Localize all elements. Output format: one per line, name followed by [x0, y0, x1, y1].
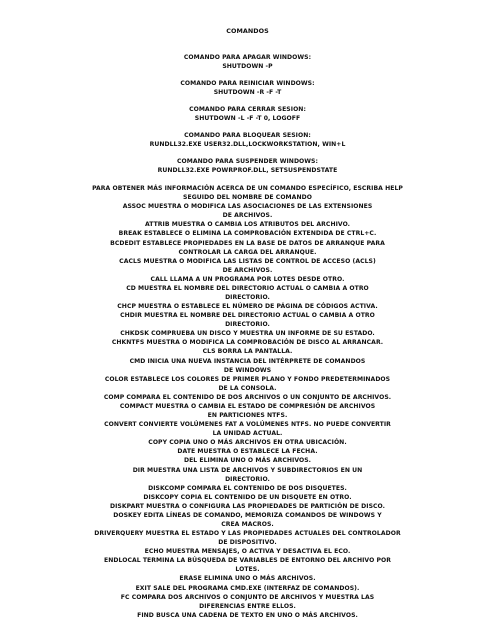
command-list-line: CHCP MUESTRA O ESTABLECE EL NÚMERO DE PÁGINA DE CÓDIGOS ACTIVA. — [117, 303, 378, 310]
command-list-line: COMP COMPARA EL CONTENIDO DE DOS ARCHIVOS O UN CONJUNTO DE ARCHIVOS. — [103, 393, 392, 401]
command-list-line: CONVERT CONVIERTE VOLÚMENES FAT A VOLÚMENES NTFS. NO PUEDE CONVERTIR — [104, 421, 391, 429]
command-list-line: DOSKEY EDITA LÍNEAS DE COMANDO, MEMORIZA COMANDOS DE WINDOWS Y — [113, 511, 382, 519]
command-list-line: DISKCOPY COPIA EL CONTENIDO DE UN DISQUETE EN OTRO. — [143, 493, 352, 501]
command-list-line: COMPACT MUESTRA O CAMBIA EL ESTADO DE COMPRESIÓN DE ARCHIVOS — [119, 402, 376, 410]
command-list-line: DE LA CONSOLA. — [218, 384, 277, 392]
command-list-line: PARA OBTENER MÁS INFORMACIÓN ACERCA DE UN COMANDO ESPECÍFICO, ESCRIBA HELP — [92, 185, 403, 192]
command-list-line: BREAK ESTABLECE O ELIMINA LA COMPROBACIÓN EXTENDIDA DE CTRL+C. — [118, 230, 377, 238]
command-list-line: DIRECTORIO. — [225, 321, 270, 329]
command-list-line: DE WINDOWS — [223, 366, 272, 374]
document-title: COMANDOS — [226, 27, 269, 35]
command-list-line: CLS BORRA LA PANTALLA. — [202, 348, 293, 356]
command-list-line: DIR MUESTRA UNA LISTA DE ARCHIVOS Y SUBDIRECTORIOS EN UN — [132, 466, 363, 474]
command-list-line: CREA MACROS. — [221, 521, 274, 528]
command-list-line: CMD INICIA UNA NUEVA INSTANCIA DEL INTÉRPRETE DE COMANDOS — [129, 357, 366, 365]
shutdown-heading: COMANDO PARA APAGAR WINDOWS: — [183, 54, 312, 61]
command-list-line: CD MUESTRA EL NOMBRE DEL DIRECTORIO ACTUAL O CAMBIA A OTRO — [126, 284, 369, 292]
command-list-line: DATE MUESTRA O ESTABLECE LA FECHA. — [177, 448, 318, 456]
command-list-line: SEGUIDO DEL NOMBRE DE COMANDO — [183, 194, 312, 202]
restart-command: SHUTDOWN -R -F -T — [213, 89, 282, 96]
command-list-line: EN PARTICIONES NTFS. — [207, 412, 288, 419]
shutdown-command: SHUTDOWN -P — [222, 63, 273, 70]
command-list-line: DIFERENCIAS ENTRE ELLOS. — [199, 602, 296, 610]
command-list-line: DISKCOMP COMPARA EL CONTENIDO DE DOS DISQUETES. — [148, 484, 347, 492]
command-list-line: CACLS MUESTRA O MODIFICA LAS LISTAS DE CONTROL DE ACCESO (ACLS) — [119, 257, 376, 265]
command-list-line: CHDIR MUESTRA EL NOMBRE DEL DIRECTORIO ACTUAL O CAMBIA A OTRO — [120, 312, 375, 320]
command-list-line: ECHO MUESTRA MENSAJES, O ACTIVA Y DESACTIVA EL ECO. — [144, 548, 351, 556]
command-list-line: COPY COPIA UNO O MÁS ARCHIVOS EN OTRA UBICACIÓN. — [148, 439, 347, 447]
command-list-line: ATTRIB MUESTRA O CAMBIA LOS ATRIBUTOS DEL ARCHIVO. — [144, 221, 351, 229]
lock-command: RUNDLL32.EXE USER32.DLL,LOCKWORKSTATION, WIN+L — [149, 141, 346, 148]
command-list-line: LOTES. — [235, 566, 260, 574]
command-list-line: BCDEDIT ESTABLECE PROPIEDADES EN LA BASE DE DATOS DE ARRANQUE PARA — [110, 239, 385, 247]
command-list-line: FC COMPARA DOS ARCHIVOS O CONJUNTO DE ARCHIVOS Y MUESTRA LAS — [120, 593, 375, 601]
suspend-command: RUNDLL32.EXE POWRPROF.DLL, SETSUSPENDSTATE — [157, 167, 338, 174]
command-list-line: CONTROLAR LA CARGA DEL ARRANQUE. — [178, 248, 317, 256]
command-list-line: DIRECTORIO. — [225, 475, 270, 483]
command-list-line: DIRECTORIO. — [225, 294, 270, 301]
command-list-line: DE ARCHIVOS. — [222, 212, 273, 220]
command-list-line: ASSOC MUESTRA O MODIFICA LAS ASOCIACIONES DE LAS EXTENSIONES — [122, 203, 373, 211]
command-list-line: CHKDSK COMPRUEBA UN DISCO Y MUESTRA UN INFORME DE SU ESTADO. — [120, 330, 375, 338]
restart-heading: COMANDO PARA REINICIAR WINDOWS: — [180, 80, 315, 87]
command-list-line: DE DISPOSITIVO. — [218, 539, 277, 547]
logoff-heading: COMANDO PARA CERRAR SESION: — [189, 106, 306, 113]
command-list-line: DEL ELIMINA UNO O MÁS ARCHIVOS. — [183, 457, 312, 465]
command-list-line: EXIT SALE DEL PROGRAMA CMD.EXE (INTERFAZ DE COMANDOS). — [135, 584, 360, 592]
suspend-heading: COMANDO PARA SUSPENDER WINDOWS: — [177, 158, 318, 165]
command-list-line: CHKNTFS MUESTRA O MODIFICA LA COMPROBACIÓN DE DISCO AL ARRANCAR. — [111, 339, 384, 347]
command-list-line: CALL LLAMA A UN PROGRAMA POR LOTES DESDE OTRO. — [150, 275, 345, 283]
command-list-line: ERASE ELIMINA UNO O MÁS ARCHIVOS. — [179, 575, 316, 583]
logoff-command: SHUTDOWN -L -F -T 0, LOGOFF — [194, 115, 301, 122]
command-list-line: DRIVERQUERY MUESTRA EL ESTADO Y LAS PROPIEDADES ACTUALES DEL CONTROLADOR — [94, 530, 401, 537]
lock-heading: COMANDO PARA BLOQUEAR SESION: — [184, 132, 311, 139]
command-list-line: ENDLOCAL TERMINA LA BÚSQUEDA DE VARIABLES DE ENTORNO DEL ARCHIVO POR — [104, 557, 391, 565]
command-list-line: DE ARCHIVOS. — [222, 266, 273, 274]
command-list-line: DISKPART MUESTRA O CONFIGURA LAS PROPIEDADES DE PARTICIÓN DE DISCO. — [109, 502, 385, 510]
command-list-line: FIND BUSCA UNA CADENA DE TEXTO EN UNO O MÁS ARCHIVOS. — [137, 611, 358, 619]
command-list-line: LA UNIDAD ACTUAL. — [212, 430, 283, 438]
command-list-line: COLOR ESTABLECE LOS COLORES DE PRIMER PLANO Y FONDO PREDETERMINADOS — [104, 375, 391, 383]
